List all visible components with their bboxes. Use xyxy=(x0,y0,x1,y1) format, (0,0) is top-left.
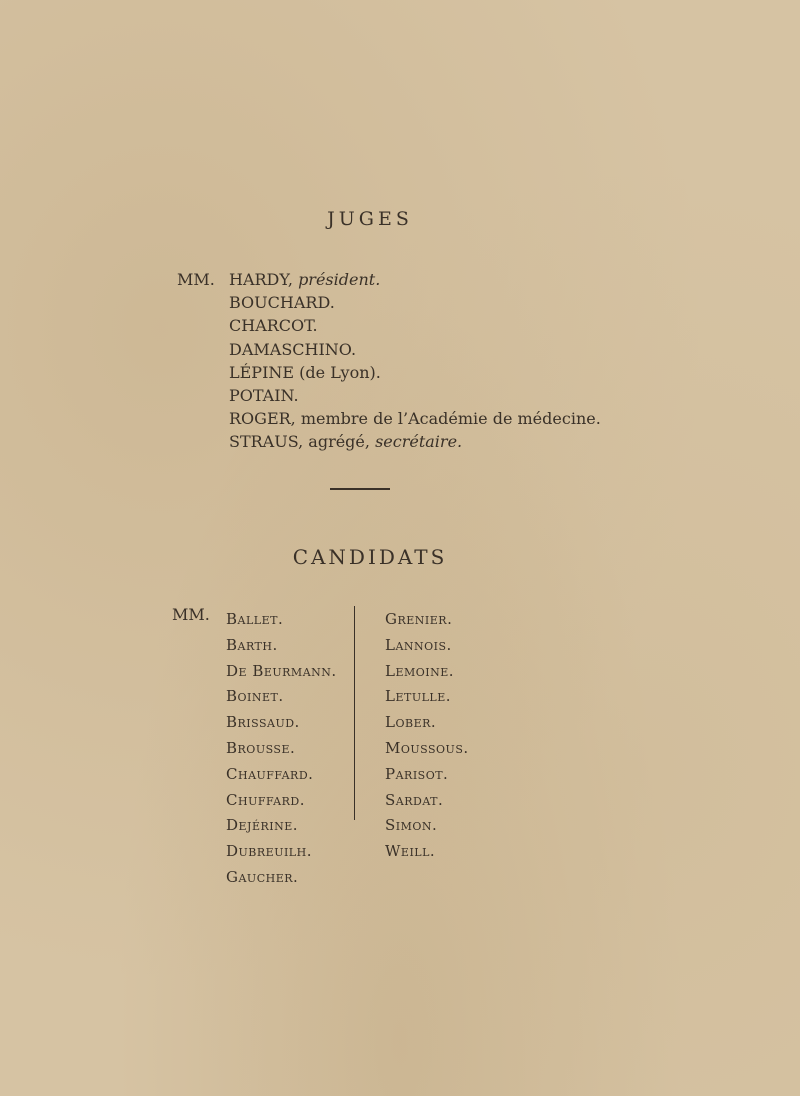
judge-entry xyxy=(229,384,601,407)
candidate-name: Boinet. xyxy=(226,687,284,706)
candidate-name: Parisot. xyxy=(385,764,449,783)
candidate-name: Sardat. xyxy=(385,790,444,809)
judge-name: STRAUS, agrégé, xyxy=(229,432,370,452)
candidate-name: Chuffard. xyxy=(226,790,305,809)
judge-entry xyxy=(229,314,601,337)
judge-entry xyxy=(229,430,601,453)
candidate-name: Weill. xyxy=(385,842,436,861)
judge-name: CHARCOT. xyxy=(229,316,318,336)
candidate-name: Simon. xyxy=(385,816,438,835)
candidate-name: De Beurmann. xyxy=(226,661,337,680)
judge-role: secrétaire. xyxy=(375,432,463,452)
judge-name: POTAIN. xyxy=(229,386,299,406)
candidate-name: Chauffard. xyxy=(226,764,314,783)
candidate-name: Lemoine. xyxy=(385,661,455,680)
judge-name: LÉPINE (de Lyon). xyxy=(229,362,381,382)
judge-name: DAMASCHINO. xyxy=(229,339,357,359)
candidate-name: Brissaud. xyxy=(226,713,300,732)
candidates-right-column xyxy=(385,607,469,865)
judge-role: président. xyxy=(298,270,381,289)
candidate-name: Dejérine. xyxy=(226,816,299,835)
judge-name: BOUCHARD. xyxy=(229,293,335,313)
juges-heading: JUGES xyxy=(327,208,413,230)
candidats-heading: CANDIDATS xyxy=(292,545,448,569)
judge-entry xyxy=(229,361,601,384)
candidate-name: Gaucher. xyxy=(226,867,299,886)
candidate-name: Brousse. xyxy=(226,738,296,757)
candidate-name: Grenier. xyxy=(385,610,453,628)
candidates-left-column xyxy=(226,607,337,891)
candidate-name: Dubreuilh. xyxy=(226,842,312,861)
judge-entry xyxy=(229,291,601,314)
judge-entry xyxy=(229,338,601,361)
candidate-name: Barth. xyxy=(226,635,278,654)
judge-name: ROGER, membre de l’Académie de médecine. xyxy=(229,409,601,429)
judge-name: HARDY, xyxy=(229,270,293,289)
candidate-name: Letulle. xyxy=(385,687,452,706)
candidate-name: Moussous. xyxy=(385,738,469,757)
section-rule xyxy=(330,488,390,490)
candidate-name: Lober. xyxy=(385,713,437,732)
judges-list xyxy=(177,268,601,454)
candidate-name: Ballet. xyxy=(226,610,284,628)
judges-prefix: MM. xyxy=(177,270,215,289)
column-divider xyxy=(354,606,355,820)
candidats-prefix: MM. xyxy=(172,605,210,624)
judge-entry xyxy=(229,268,601,291)
judge-entry xyxy=(229,407,601,430)
candidate-name: Lannois. xyxy=(385,635,452,654)
